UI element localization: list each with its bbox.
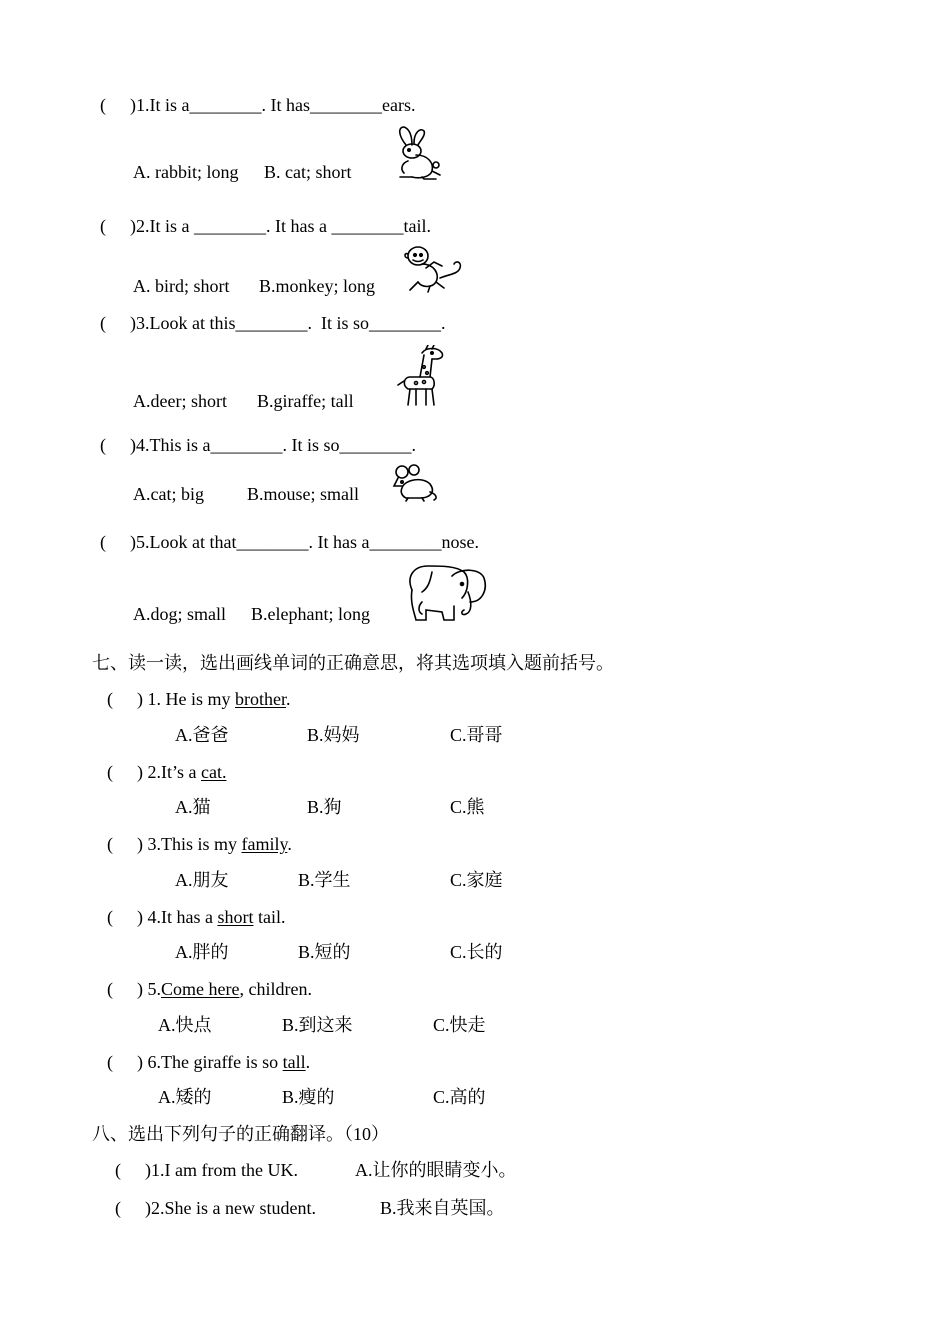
- answer-paren[interactable]: (: [107, 907, 113, 927]
- answer-paren[interactable]: (: [107, 979, 113, 999]
- sentence-start: ) 4.It has a: [137, 907, 218, 927]
- option-a: A. rabbit; long: [133, 162, 239, 182]
- option-c: C.家庭: [450, 870, 503, 890]
- sentence-end: , children.: [239, 979, 312, 999]
- answer-paren[interactable]: (: [100, 216, 106, 236]
- monkey-icon: [404, 244, 464, 294]
- answer-paren[interactable]: (: [107, 762, 113, 782]
- option-a: A.朋友: [175, 870, 229, 890]
- option-a: A.deer; short: [133, 391, 227, 411]
- underlined-word: Come here: [161, 979, 240, 999]
- question-stem: )1.It is a________. It has________ears.: [130, 95, 416, 115]
- sentence-start: ) 6.The giraffe is so: [137, 1052, 283, 1072]
- option-a: A.dog; small: [133, 604, 226, 624]
- translation-option: A.让你的眼睛变小。: [355, 1160, 517, 1180]
- question-sentence: [137, 690, 291, 708]
- option-b: B. cat; short: [264, 162, 352, 182]
- option-a: A.爸爸: [175, 725, 229, 745]
- question-sentence: [137, 908, 285, 926]
- question-sentence: [137, 763, 226, 781]
- option-b: B.妈妈: [307, 725, 360, 745]
- sentence-start: ) 2.It’s a: [137, 762, 201, 782]
- option-b: B.短的: [298, 942, 351, 962]
- question-sentence: )1.I am from the UK.: [145, 1160, 298, 1180]
- answer-paren[interactable]: (: [100, 532, 106, 552]
- option-b: B.giraffe; tall: [257, 391, 354, 411]
- elephant-icon: [402, 562, 488, 624]
- underlined-word: tall: [282, 1052, 306, 1072]
- sentence-start: ) 3.This is my: [137, 834, 242, 854]
- answer-paren[interactable]: (: [115, 1160, 121, 1180]
- option-b: B.狗: [307, 797, 342, 817]
- question-sentence: [137, 835, 292, 853]
- sentence-end: .: [287, 834, 292, 854]
- mouse-icon: [392, 464, 440, 502]
- underlined-word: short: [217, 907, 254, 927]
- option-b: B.瘦的: [282, 1087, 335, 1107]
- option-a: A. bird; short: [133, 276, 230, 296]
- answer-paren[interactable]: (: [100, 313, 106, 333]
- answer-paren[interactable]: (: [107, 689, 113, 709]
- option-a: A.猫: [175, 797, 211, 817]
- giraffe-icon: [396, 345, 450, 407]
- option-c: C.高的: [433, 1087, 486, 1107]
- option-c: C.快走: [433, 1015, 486, 1035]
- translation-option: B.我来自英国。: [380, 1198, 505, 1218]
- question-sentence: [137, 980, 312, 998]
- underlined-word: brother: [235, 689, 286, 709]
- option-c: C.哥哥: [450, 725, 503, 745]
- answer-paren[interactable]: (: [100, 95, 106, 115]
- sentence-end: .: [286, 689, 291, 709]
- sentence-start: ) 1. He is my: [137, 689, 235, 709]
- option-b: B.mouse; small: [247, 484, 359, 504]
- section-heading: 七、读一读，选出画线单词的正确意思，将其选项填入题前括号。: [92, 653, 614, 673]
- question-stem: )5.Look at that________. It has a________nose.: [130, 532, 479, 552]
- sentence-end: tail.: [253, 907, 286, 927]
- section-heading: 八、选出下列句子的正确翻译。（10）: [92, 1124, 389, 1144]
- underlined-word: family: [241, 834, 288, 854]
- question-stem: )3.Look at this________. It is so________.: [130, 313, 446, 333]
- option-b: B.elephant; long: [251, 604, 370, 624]
- option-c: C.长的: [450, 942, 503, 962]
- option-c: C.熊: [450, 797, 485, 817]
- option-a: A.矮的: [158, 1087, 212, 1107]
- option-a: A.cat; big: [133, 484, 204, 504]
- option-b: B.monkey; long: [259, 276, 375, 296]
- question-sentence: [137, 1053, 310, 1071]
- question-sentence: )2.She is a new student.: [145, 1198, 316, 1218]
- option-a: A.胖的: [175, 942, 229, 962]
- sentence-start: ) 5.: [137, 979, 161, 999]
- option-b: B.到这来: [282, 1015, 353, 1035]
- answer-paren[interactable]: (: [115, 1198, 121, 1218]
- answer-paren[interactable]: (: [107, 834, 113, 854]
- rabbit-icon: [392, 125, 444, 181]
- option-a: A.快点: [158, 1015, 212, 1035]
- answer-paren[interactable]: (: [107, 1052, 113, 1072]
- question-stem: )4.This is a________. It is so________.: [130, 435, 416, 455]
- underlined-word: cat.: [200, 762, 227, 782]
- answer-paren[interactable]: (: [100, 435, 106, 455]
- question-stem: )2.It is a ________. It has a ________tail.: [130, 216, 431, 236]
- sentence-end: .: [305, 1052, 311, 1072]
- option-b: B.学生: [298, 870, 351, 890]
